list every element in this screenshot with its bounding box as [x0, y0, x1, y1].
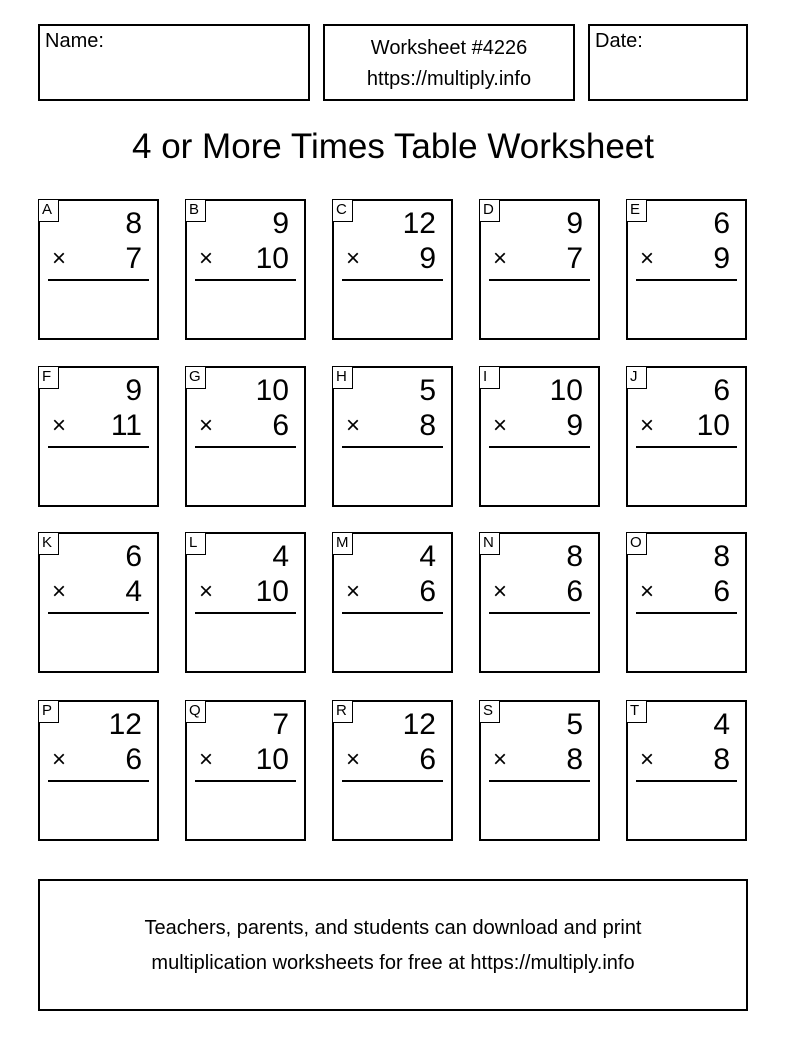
- problem-card-c[interactable]: [332, 199, 453, 340]
- multiplier: 6: [713, 575, 730, 608]
- multiplier: 11: [110, 409, 142, 442]
- multiplicand: 10: [549, 374, 583, 407]
- page-title: 4 or More Times Table Worksheet: [132, 127, 654, 166]
- problem-card-p[interactable]: [38, 700, 159, 841]
- problem-card-t[interactable]: [626, 700, 747, 841]
- multiplicand: 12: [402, 708, 436, 741]
- problem-letter: K: [38, 532, 59, 555]
- multiply-sign-icon: ×: [346, 245, 361, 272]
- multiplicand: 9: [272, 207, 289, 240]
- problem-card-j[interactable]: [626, 366, 747, 507]
- multiply-sign-icon: ×: [52, 578, 67, 605]
- multiplicand: 6: [125, 540, 142, 573]
- multiplier: 9: [419, 242, 436, 275]
- problem-card-g[interactable]: [185, 366, 306, 507]
- answer-line: [195, 612, 296, 614]
- answer-line: [636, 279, 737, 281]
- multiplicand: 5: [419, 374, 436, 407]
- answer-line: [48, 446, 149, 448]
- footer-box: [38, 879, 748, 1011]
- problem-card-n[interactable]: [479, 532, 600, 673]
- multiplier: 6: [419, 743, 436, 776]
- multiplier: 10: [255, 242, 289, 275]
- answer-line: [342, 446, 443, 448]
- answer-line: [489, 279, 590, 281]
- multiplier: 4: [125, 575, 142, 608]
- multiplicand: 12: [108, 708, 142, 741]
- problem-letter: J: [626, 366, 647, 389]
- date-label: Date:: [595, 30, 643, 52]
- answer-line: [636, 446, 737, 448]
- multiplier: 7: [125, 242, 142, 275]
- problem-letter: I: [479, 366, 500, 389]
- footer-line-1: Teachers, parents, and students can download and print: [144, 917, 642, 939]
- answer-line: [195, 446, 296, 448]
- problem-letter: M: [332, 532, 353, 555]
- multiply-sign-icon: ×: [640, 746, 655, 773]
- multiplicand: 9: [125, 374, 142, 407]
- multiplicand: 8: [566, 540, 583, 573]
- multiplicand: 4: [272, 540, 289, 573]
- multiplier: 6: [272, 409, 289, 442]
- problem-letter: C: [332, 199, 353, 222]
- answer-line: [195, 780, 296, 782]
- problem-card-r[interactable]: [332, 700, 453, 841]
- multiplicand: 4: [419, 540, 436, 573]
- worksheet-number: Worksheet #4226: [370, 37, 528, 59]
- multiply-sign-icon: ×: [52, 746, 67, 773]
- multiply-sign-icon: ×: [199, 245, 214, 272]
- name-label: Name:: [45, 30, 104, 52]
- problem-letter: D: [479, 199, 500, 222]
- problem-card-k[interactable]: [38, 532, 159, 673]
- multiplier: 9: [713, 242, 730, 275]
- multiply-sign-icon: ×: [640, 245, 655, 272]
- multiplicand: 7: [272, 708, 289, 741]
- answer-line: [636, 780, 737, 782]
- multiplicand: 5: [566, 708, 583, 741]
- problem-letter: B: [185, 199, 206, 222]
- problem-card-s[interactable]: [479, 700, 600, 841]
- multiplier: 10: [255, 743, 289, 776]
- multiply-sign-icon: ×: [346, 412, 361, 439]
- problem-card-h[interactable]: [332, 366, 453, 507]
- problem-letter: H: [332, 366, 353, 389]
- problem-card-d[interactable]: [479, 199, 600, 340]
- problem-letter: R: [332, 700, 353, 723]
- multiplicand: 4: [713, 708, 730, 741]
- multiplier: 8: [566, 743, 583, 776]
- multiplicand: 10: [255, 374, 289, 407]
- multiply-sign-icon: ×: [199, 412, 214, 439]
- multiplier: 8: [419, 409, 436, 442]
- multiplier: 6: [419, 575, 436, 608]
- answer-line: [195, 279, 296, 281]
- problem-letter: A: [38, 199, 59, 222]
- problem-letter: L: [185, 532, 206, 555]
- multiplicand: 8: [125, 207, 142, 240]
- answer-line: [489, 612, 590, 614]
- multiply-sign-icon: ×: [493, 746, 508, 773]
- problem-letter: G: [185, 366, 206, 389]
- footer-line-2: multiplication worksheets for free at https://multiply.info: [151, 952, 635, 974]
- multiplier: 9: [566, 409, 583, 442]
- problem-card-q[interactable]: [185, 700, 306, 841]
- multiply-sign-icon: ×: [640, 412, 655, 439]
- multiplicand: 12: [402, 207, 436, 240]
- multiplicand: 6: [713, 207, 730, 240]
- multiply-sign-icon: ×: [640, 578, 655, 605]
- multiply-sign-icon: ×: [346, 746, 361, 773]
- problem-card-o[interactable]: [626, 532, 747, 673]
- multiplier: 10: [696, 409, 730, 442]
- problem-card-i[interactable]: [479, 366, 600, 507]
- answer-line: [489, 446, 590, 448]
- problem-letter: N: [479, 532, 500, 555]
- problem-letter: S: [479, 700, 500, 723]
- problem-card-e[interactable]: [626, 199, 747, 340]
- multiplicand: 6: [713, 374, 730, 407]
- multiplier: 8: [713, 743, 730, 776]
- problem-card-m[interactable]: [332, 532, 453, 673]
- multiply-sign-icon: ×: [493, 578, 508, 605]
- problem-card-b[interactable]: [185, 199, 306, 340]
- problem-card-a[interactable]: [38, 199, 159, 340]
- multiplier: 6: [566, 575, 583, 608]
- problem-card-l[interactable]: [185, 532, 306, 673]
- multiplier: 10: [255, 575, 289, 608]
- multiply-sign-icon: ×: [493, 245, 508, 272]
- multiply-sign-icon: ×: [199, 578, 214, 605]
- answer-line: [636, 612, 737, 614]
- problem-letter: P: [38, 700, 59, 723]
- answer-line: [342, 780, 443, 782]
- answer-line: [342, 279, 443, 281]
- problem-letter: T: [626, 700, 647, 723]
- multiply-sign-icon: ×: [52, 412, 67, 439]
- answer-line: [342, 612, 443, 614]
- multiply-sign-icon: ×: [493, 412, 508, 439]
- multiply-sign-icon: ×: [199, 746, 214, 773]
- worksheet-url: https://multiply.info: [366, 68, 532, 90]
- answer-line: [489, 780, 590, 782]
- multiplier: 7: [566, 242, 583, 275]
- multiply-sign-icon: ×: [52, 245, 67, 272]
- answer-line: [48, 780, 149, 782]
- problem-letter: Q: [185, 700, 206, 723]
- answer-line: [48, 612, 149, 614]
- problem-letter: O: [626, 532, 647, 555]
- multiply-sign-icon: ×: [346, 578, 361, 605]
- multiplier: 6: [125, 743, 142, 776]
- multiplicand: 8: [713, 540, 730, 573]
- problem-card-f[interactable]: [38, 366, 159, 507]
- multiplicand: 9: [566, 207, 583, 240]
- problem-letter: F: [38, 366, 59, 389]
- answer-line: [48, 279, 149, 281]
- problem-letter: E: [626, 199, 647, 222]
